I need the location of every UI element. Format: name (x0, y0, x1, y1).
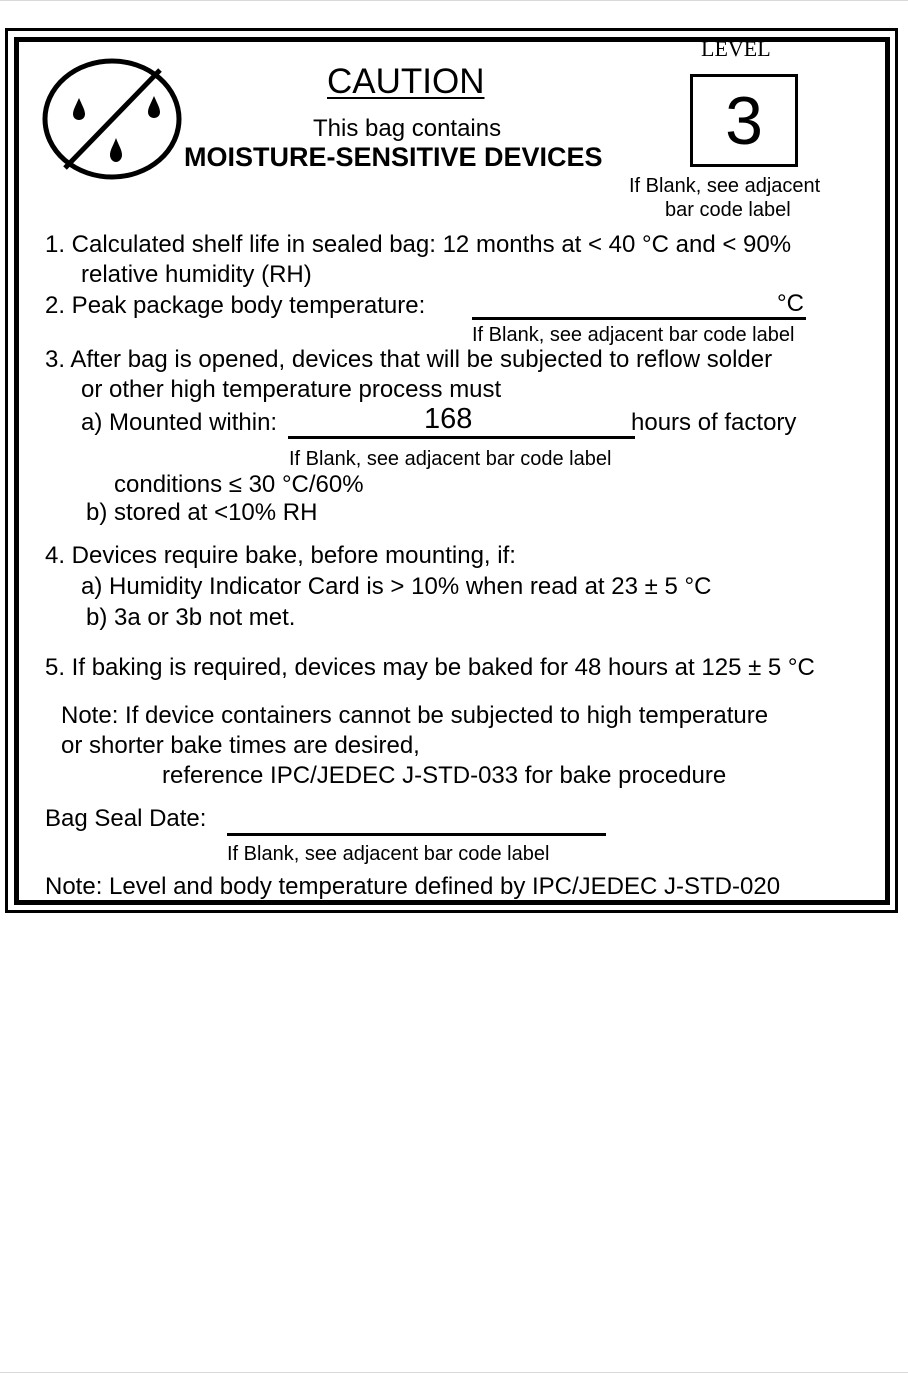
item-3a-suffix: hours of factory (631, 409, 797, 436)
bag-seal-date-blank-line (227, 833, 606, 836)
item-3a-conditions: conditions ≤ 30 °C/60% (114, 471, 364, 498)
footer-note: Note: Level and body temperature defined by IPC/JEDEC J-STD-020 (45, 873, 781, 900)
page-top-edge (0, 0, 908, 1)
note-line1: Note: If device containers cannot be subjected to high temperature (61, 702, 769, 729)
floor-life-blank-line (288, 436, 635, 439)
level-label: LEVEL (701, 36, 771, 61)
caution-title: CAUTION (327, 62, 485, 101)
no-moisture-icon (42, 58, 182, 180)
peak-temp-blank-line (472, 317, 806, 320)
level-note-line1: If Blank, see adjacent (629, 175, 821, 197)
item-2-label: 2. Peak package body temperature: (45, 292, 426, 319)
floor-life-note: If Blank, see adjacent bar code label (289, 448, 612, 470)
bag-seal-date-note: If Blank, see adjacent bar code label (227, 843, 550, 865)
level-value: 3 (725, 82, 763, 159)
level-box (690, 74, 798, 167)
item-4b: b) 3a or 3b not met. (86, 604, 296, 631)
note-line2: or shorter bake times are desired, (61, 732, 420, 759)
item-3-line1: 3. After bag is opened, devices that will be subjected to reflow solder (45, 346, 773, 373)
item-4a: a) Humidity Indicator Card is > 10% when read at 23 ± 5 °C (81, 573, 712, 600)
moisture-sensitive-heading: MOISTURE-SENSITIVE DEVICES (184, 142, 603, 172)
peak-temp-note: If Blank, see adjacent bar code label (472, 324, 795, 346)
floor-life-hours-value: 168 (424, 403, 473, 435)
item-3-line2: or other high temperature process must (81, 376, 502, 403)
bag-contains-text: This bag contains (313, 115, 502, 142)
item-3b: b) stored at <10% RH (86, 499, 318, 526)
item-5: 5. If baking is required, devices may be baked for 48 hours at 125 ± 5 °C (45, 654, 815, 681)
item-3a-label: a) Mounted within: (81, 409, 278, 436)
item-1-line2: relative humidity (RH) (81, 261, 312, 288)
level-note-line2: bar code label (665, 199, 791, 221)
item-1-line1: 1. Calculated shelf life in sealed bag: 12 months at < 40 °C and < 90% (45, 231, 792, 258)
page-bottom-edge (0, 1372, 908, 1373)
item-4: 4. Devices require bake, before mounting, if: (45, 542, 516, 569)
note-line3: reference IPC/JEDEC J-STD-033 for bake procedure (162, 762, 727, 789)
peak-temp-unit: °C (777, 290, 804, 317)
bag-seal-date-label: Bag Seal Date: (45, 805, 207, 832)
